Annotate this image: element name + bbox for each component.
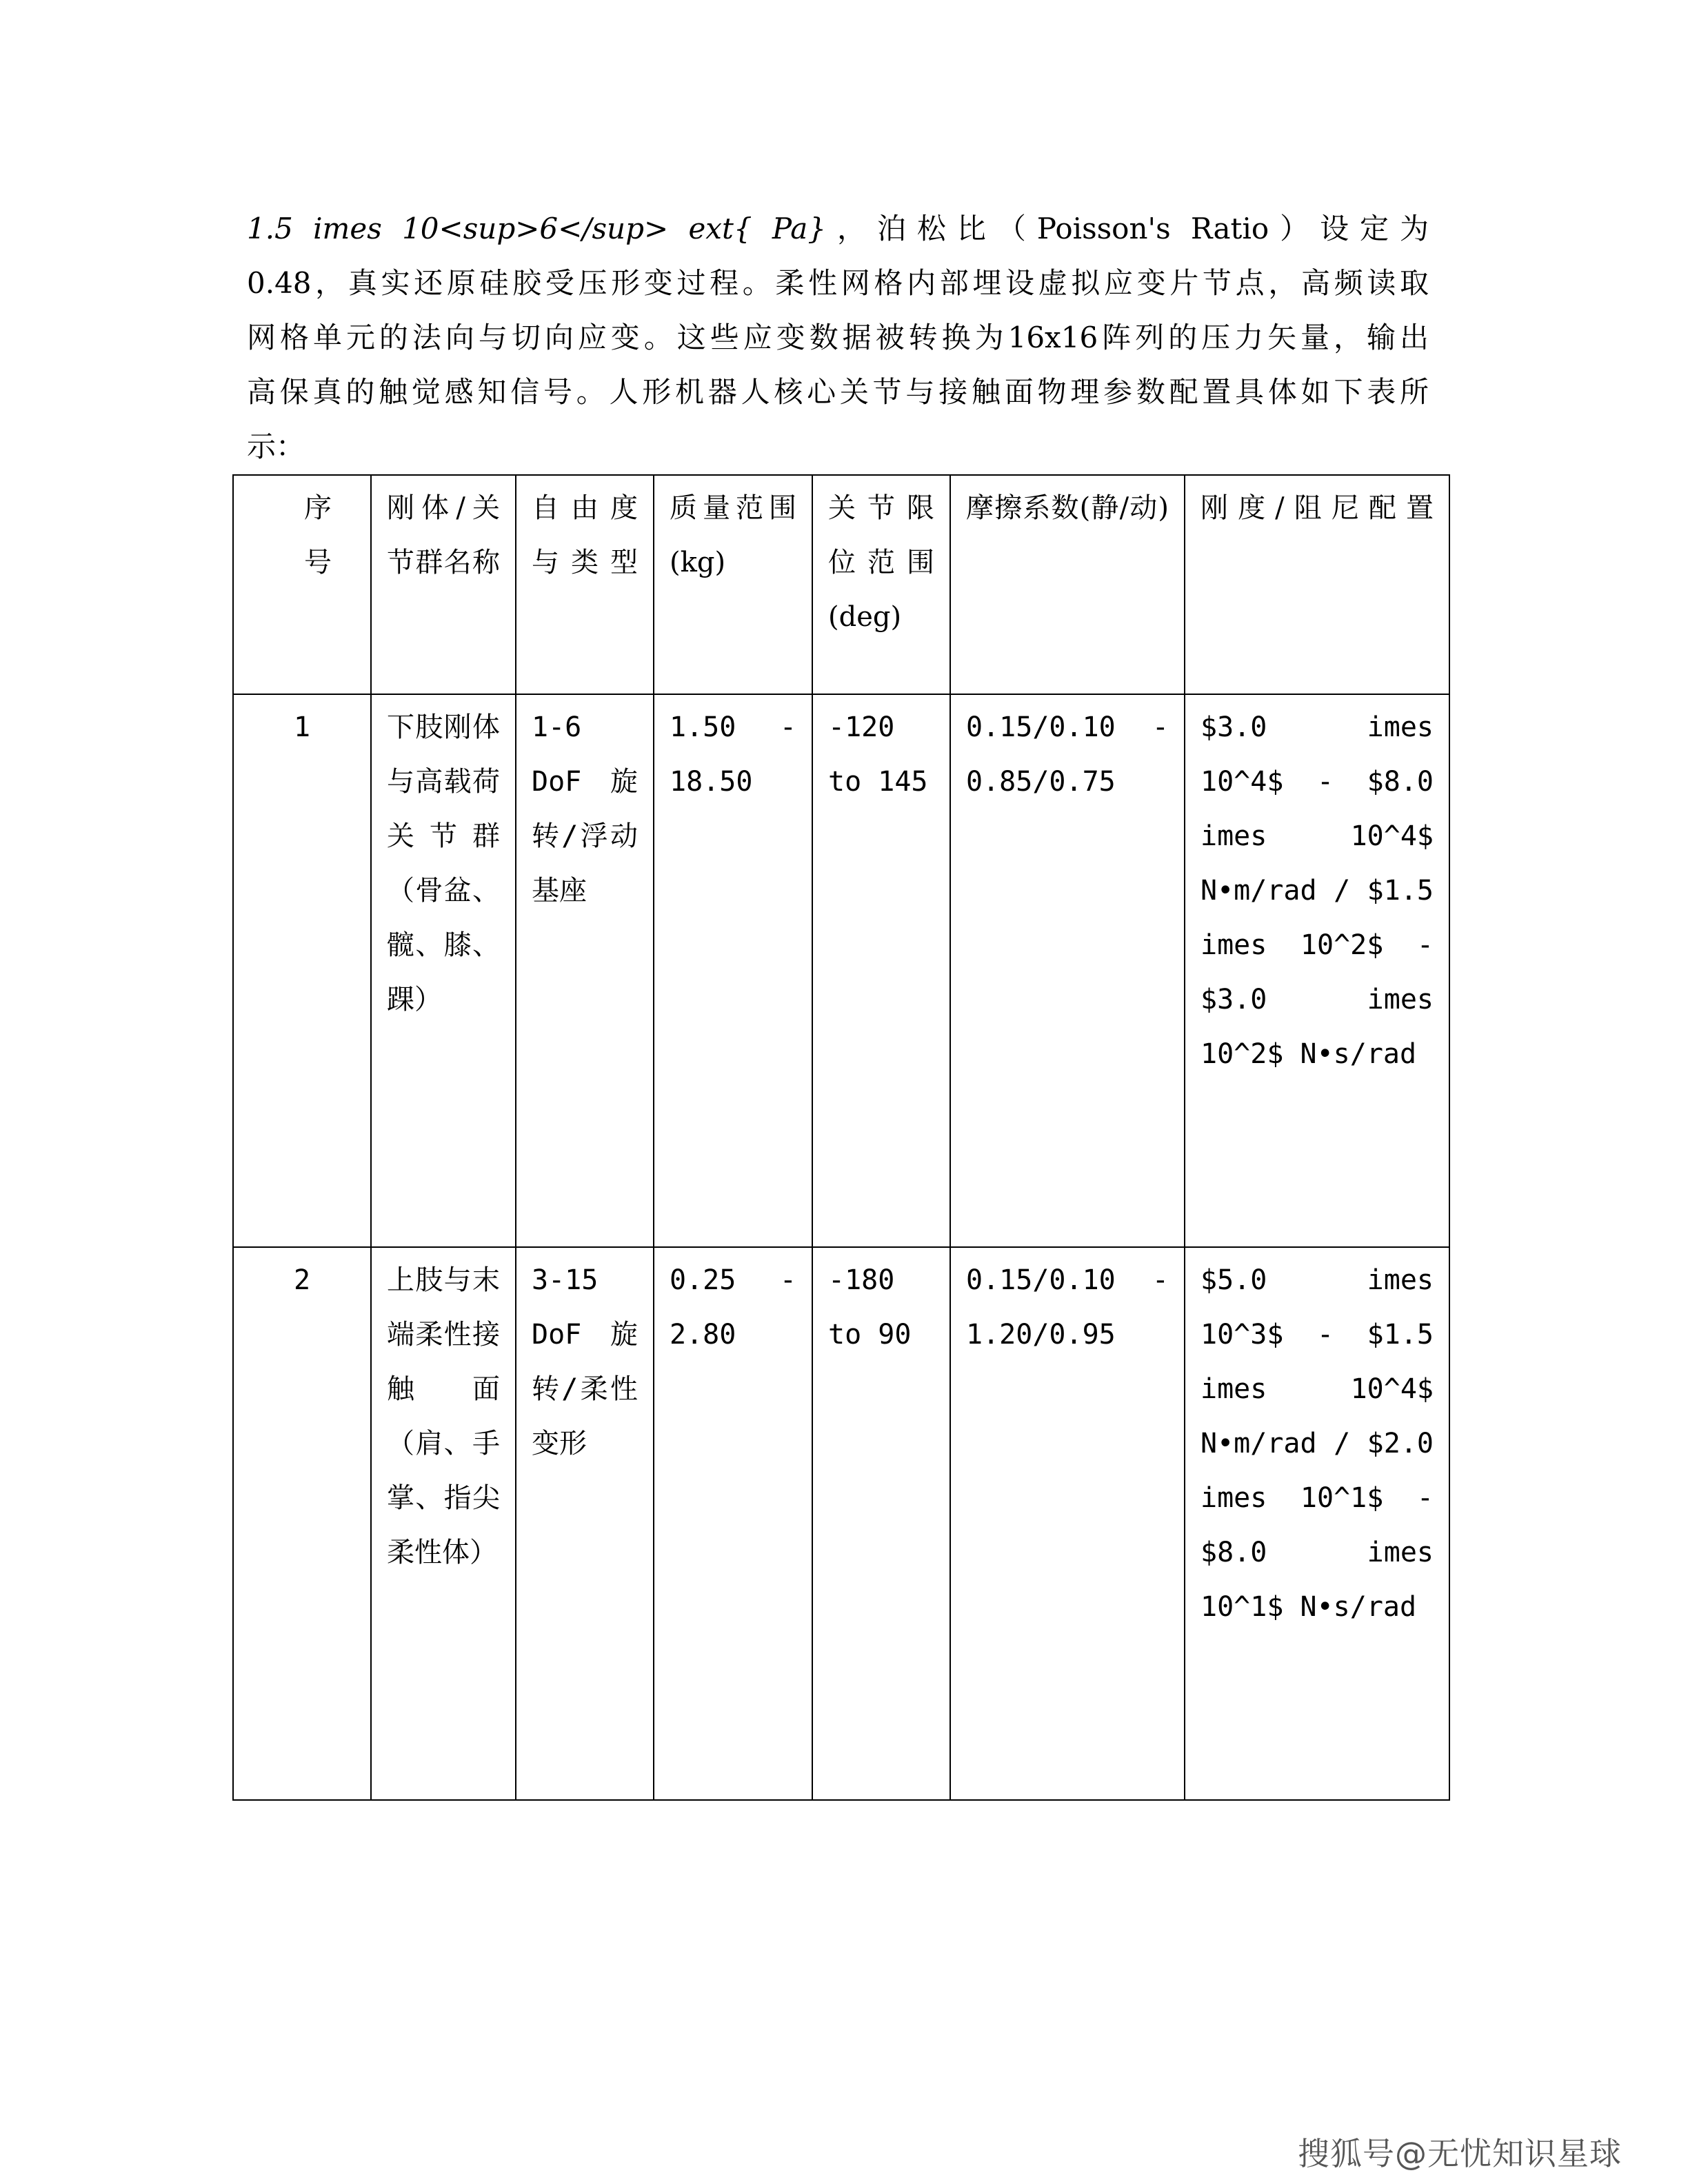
header-cell-limit: 关节限位范围(deg) bbox=[812, 475, 950, 694]
watermark: 搜狐号@无忧知识星球 bbox=[1298, 2135, 1622, 2172]
table-header-row bbox=[233, 475, 1449, 694]
paragraph-line-1 bbox=[247, 201, 1429, 256]
header-cell-dof: 自由度与类型 bbox=[516, 475, 654, 694]
paragraph-line-3: 网格单元的法向与切向应变。这些应变数据被转换为16x16阵列的压力矢量，输出 bbox=[247, 321, 1429, 354]
cell-mass: 1.50 - 18.50 bbox=[654, 694, 812, 1247]
poisson-formula-fragment: 1.5 imes 10<sup>6</sup> ext{ Pa} bbox=[247, 212, 827, 245]
header-cell-friction: 摩擦系数(静/动) bbox=[950, 475, 1185, 694]
header-cell-stiffness: 刚度/阻尼配置 bbox=[1185, 475, 1449, 694]
cell-friction: 0.15/0.10 - 1.20/0.95 bbox=[950, 1247, 1185, 1800]
paragraph-line-2: 0.48，真实还原硅胶受压形变过程。柔性网格内部埋设虚拟应变片节点，高频读取 bbox=[247, 266, 1429, 300]
cell-dof: 1-6 DoF 旋转/浮动基座 bbox=[516, 694, 654, 1247]
body-paragraph bbox=[247, 201, 1429, 474]
cell-limit: -120 to 145 bbox=[812, 694, 950, 1247]
header-cell-index: 序号 bbox=[233, 475, 371, 694]
cell-stiffness: $5.0 imes 10^3$ - $1.5 imes 10^4$ N•m/rad / $2.0 imes 10^1$ - $8.0 imes 10^1$ N•s/rad bbox=[1185, 1247, 1449, 1800]
cell-index: 1 bbox=[233, 694, 371, 1247]
cell-dof: 3-15 DoF 旋转/柔性变形 bbox=[516, 1247, 654, 1800]
header-cell-name: 刚体/关节群名称 bbox=[371, 475, 516, 694]
table-row bbox=[233, 1247, 1449, 1800]
cell-name: 上肢与末端柔性接触面（肩、手掌、指尖柔性体） bbox=[371, 1247, 516, 1800]
cell-friction: 0.15/0.10 - 0.85/0.75 bbox=[950, 694, 1185, 1247]
joint-parameter-table bbox=[232, 474, 1450, 1801]
cell-mass: 0.25 - 2.80 bbox=[654, 1247, 812, 1800]
header-cell-mass: 质量范围(kg) bbox=[654, 475, 812, 694]
paragraph-line-1-text: ，泊松比（Poisson's Ratio）设定为 bbox=[826, 212, 1429, 245]
paragraph-line-5: 示： bbox=[247, 429, 305, 463]
table-row bbox=[233, 694, 1449, 1247]
cell-index: 2 bbox=[233, 1247, 371, 1800]
cell-limit: -180 to 90 bbox=[812, 1247, 950, 1800]
cell-name: 下肢刚体与高载荷关节群（骨盆、髋、膝、踝） bbox=[371, 694, 516, 1247]
cell-stiffness: $3.0 imes 10^4$ - $8.0 imes 10^4$ N•m/rad / $1.5 imes 10^2$ - $3.0 imes 10^2$ N•s/rad bbox=[1185, 694, 1449, 1247]
paragraph-line-4: 高保真的触觉感知信号。人形机器人核心关节与接触面物理参数配置具体如下表所 bbox=[247, 375, 1429, 409]
